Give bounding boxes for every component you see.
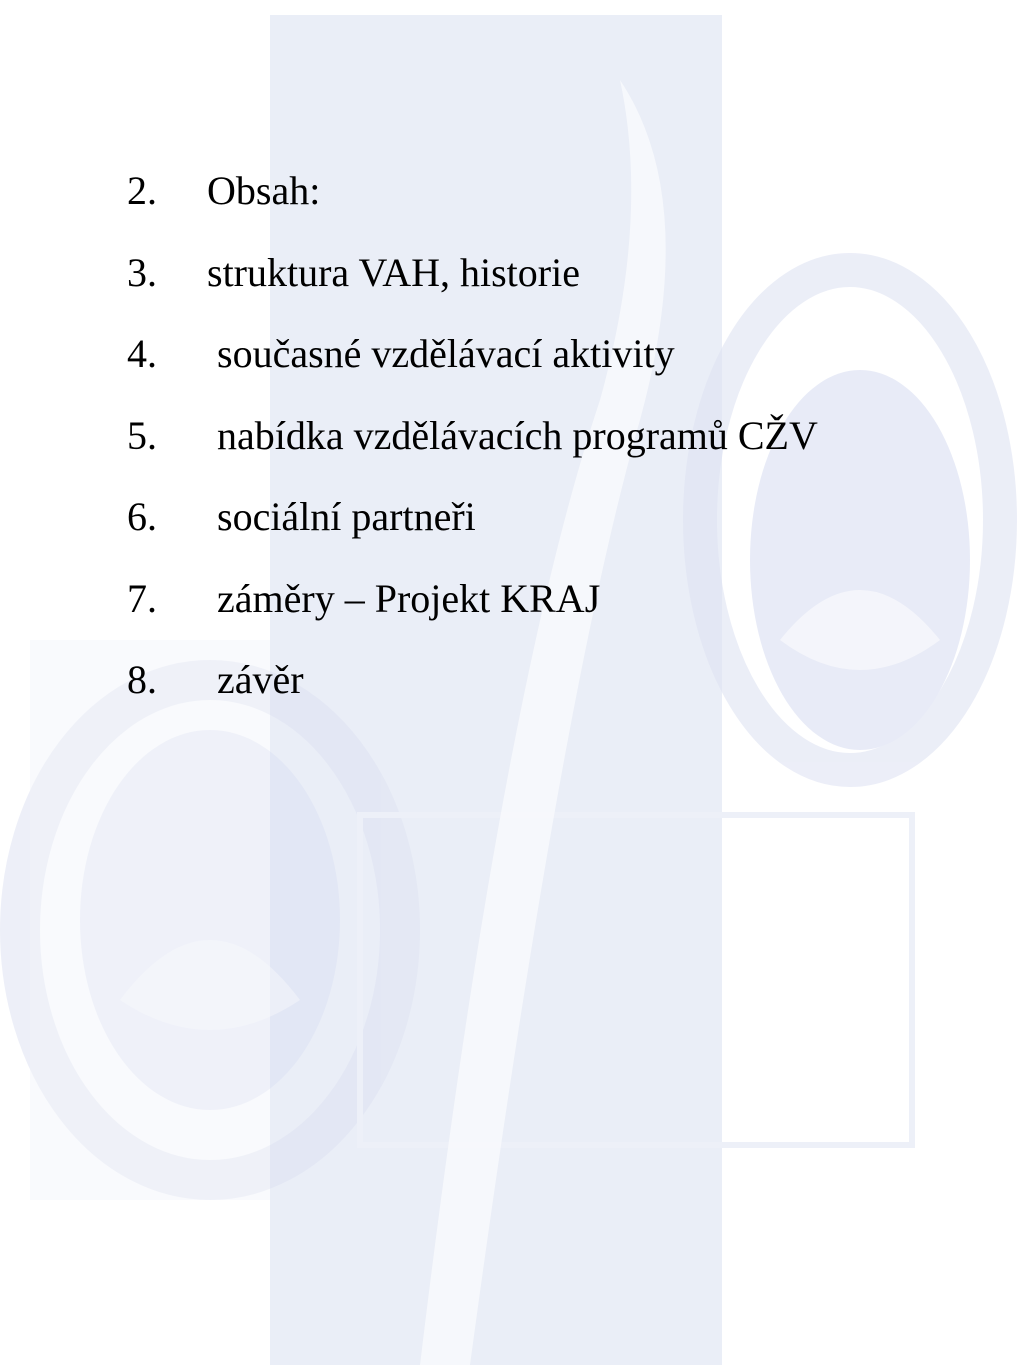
toc-item-number: 7. — [127, 575, 157, 621]
toc-item-number: 8. — [127, 657, 157, 702]
toc-item-number: 4. — [127, 331, 157, 376]
toc-item-number: 6. — [127, 494, 157, 539]
toc-item-text: nabídka vzdělávacích programů CŽV — [207, 412, 818, 458]
toc-item — [127, 330, 818, 412]
toc-item — [127, 412, 818, 494]
toc-item-text: Obsah: — [207, 168, 321, 213]
toc-item — [127, 493, 818, 575]
toc-item — [127, 249, 818, 331]
toc-item-text: závěr — [207, 657, 304, 702]
toc-item-text: struktura VAH, historie — [207, 249, 580, 295]
toc-item-number: 3. — [127, 249, 157, 295]
toc-item-text: záměry – Projekt KRAJ — [207, 575, 601, 621]
toc-item — [127, 167, 818, 249]
toc-item — [127, 575, 818, 657]
toc-item-text: sociální partneři — [207, 494, 476, 539]
toc-item-number: 5. — [127, 412, 157, 458]
toc-item — [127, 656, 818, 738]
toc-item-text: současné vzdělávací aktivity — [207, 331, 675, 376]
toc-item-number: 2. — [127, 168, 157, 213]
table-of-contents — [127, 167, 818, 738]
